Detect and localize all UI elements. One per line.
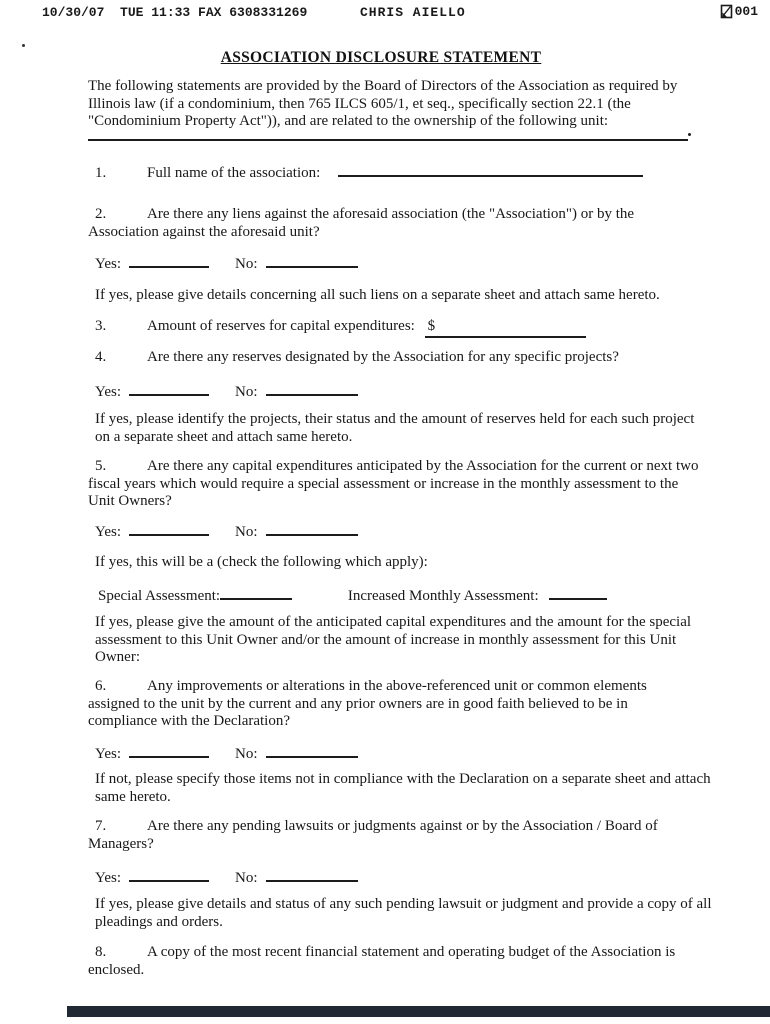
dollar-sign: $ (427, 318, 436, 334)
yes-label: Yes: (95, 384, 121, 400)
question-7-number: 7. (95, 818, 107, 834)
fax-header (0, 3, 770, 23)
question-1-number: 1. (95, 165, 107, 181)
yes-label: Yes: (95, 524, 121, 540)
no-label: No: (235, 746, 258, 762)
question-5-followup-2: If yes, please give the amount of the anticipated capital expenditures and the amount for the special assessment to this Unit Owner and/or the amount of increase in monthly assessment for this Unit Owner: (95, 614, 692, 665)
yes-label: Yes: (95, 746, 121, 762)
yes-label: Yes: (95, 256, 121, 272)
question-8-text: A copy of the most recent financial statement and operating budget of the Association is enclosed. (88, 944, 676, 978)
special-assessment-label: Special Assessment: (98, 588, 221, 604)
scan-speck (22, 44, 25, 47)
scan-dot (688, 133, 691, 136)
question-4-text: Are there any reserves designated by the Association for any specific projects? (147, 349, 619, 365)
amount-blank (425, 318, 586, 338)
yes-blank (129, 253, 209, 268)
intro-paragraph: The following statements are provided by the Board of Directors of the Association as required by Illinois law (if a condominium, then 765 ILCS 605/1, et seq., specifically section 22.1 (the "Condominium Property Act")), and are related to the ownership of the following unit: (88, 78, 678, 129)
question-5-followup-1: If yes, this will be a (check the following which apply): (95, 554, 428, 570)
no-label: No: (235, 256, 258, 272)
fax-sender: CHRIS AIELLO (360, 5, 466, 20)
question-5-yesno (95, 521, 358, 541)
question-6 (88, 678, 688, 731)
no-label: No: (235, 870, 258, 886)
yes-blank (129, 867, 209, 882)
question-5-text: Are there any capital expenditures anticipated by the Association for the current or next two fiscal years which would require a special assessment or increase in the monthly assessment to the Unit Owners? (88, 458, 699, 509)
question-6-number: 6. (95, 678, 107, 694)
no-label: No: (235, 524, 258, 540)
special-assessment-blank (220, 585, 292, 600)
question-2-number: 2. (95, 206, 107, 222)
question-1-text: Full name of the association: (147, 165, 321, 181)
association-name-blank (338, 162, 643, 177)
increased-monthly-blank (549, 585, 607, 600)
question-6-followup: If not, please specify those items not in compliance with the Declaration on a separate sheet and attach same hereto. (95, 771, 711, 805)
fax-page-indicator (720, 4, 758, 19)
question-6-yesno (95, 743, 358, 763)
question-4 (88, 349, 728, 367)
no-blank (266, 743, 358, 758)
question-2-text: Are there any liens against the aforesaid association (the "Association") or by the Association against the aforesaid unit? (88, 206, 635, 240)
question-2-followup: If yes, please give details concerning all such liens on a separate sheet and attach same hereto. (95, 287, 660, 303)
question-1 (88, 162, 738, 183)
yes-blank (129, 521, 209, 536)
no-blank (266, 867, 358, 882)
fax-timestamp: 10/30/07 TUE 11:33 FAX 6308331269 (42, 5, 308, 20)
question-4-followup: If yes, please identify the projects, their status and the amount of reserves held for each such project on a separate sheet and attach same hereto. (95, 411, 695, 445)
question-3 (88, 318, 738, 338)
question-5-number: 5. (95, 458, 107, 474)
assessment-checkline (98, 585, 607, 605)
question-8 (88, 944, 696, 979)
no-blank (266, 521, 358, 536)
question-3-number: 3. (95, 318, 107, 334)
question-4-yesno (95, 381, 358, 401)
question-5 (88, 458, 704, 511)
question-7-yesno (95, 867, 358, 887)
no-label: No: (235, 384, 258, 400)
question-3-text: Amount of reserves for capital expenditures: (147, 318, 415, 334)
yes-blank (129, 381, 209, 396)
question-8-number: 8. (95, 944, 107, 960)
question-2 (88, 206, 678, 241)
fax-page-number: 001 (734, 4, 758, 19)
page-icon (720, 4, 733, 19)
question-7 (88, 818, 673, 853)
question-7-followup: If yes, please give details and status of any such pending lawsuit or judgment and provide a copy of all pleadings and orders. (95, 896, 712, 930)
yes-blank (129, 743, 209, 758)
question-4-number: 4. (95, 349, 107, 365)
no-blank (266, 381, 358, 396)
question-2-yesno (95, 253, 358, 273)
question-6-text: Any improvements or alterations in the above-referenced unit or common elements assigned to the unit by the current and any prior owners are in good faith believed to be in compliance with the Declaration? (88, 678, 647, 729)
no-blank (266, 253, 358, 268)
unit-fill-line (88, 139, 688, 141)
scan-artifact-bar (67, 1006, 770, 1017)
yes-label: Yes: (95, 870, 121, 886)
doc-title: ASSOCIATION DISCLOSURE STATEMENT (220, 49, 542, 66)
increased-monthly-label: Increased Monthly Assessment: (347, 588, 539, 604)
question-7-text: Are there any pending lawsuits or judgments against or by the Association / Board of Managers? (88, 818, 658, 852)
